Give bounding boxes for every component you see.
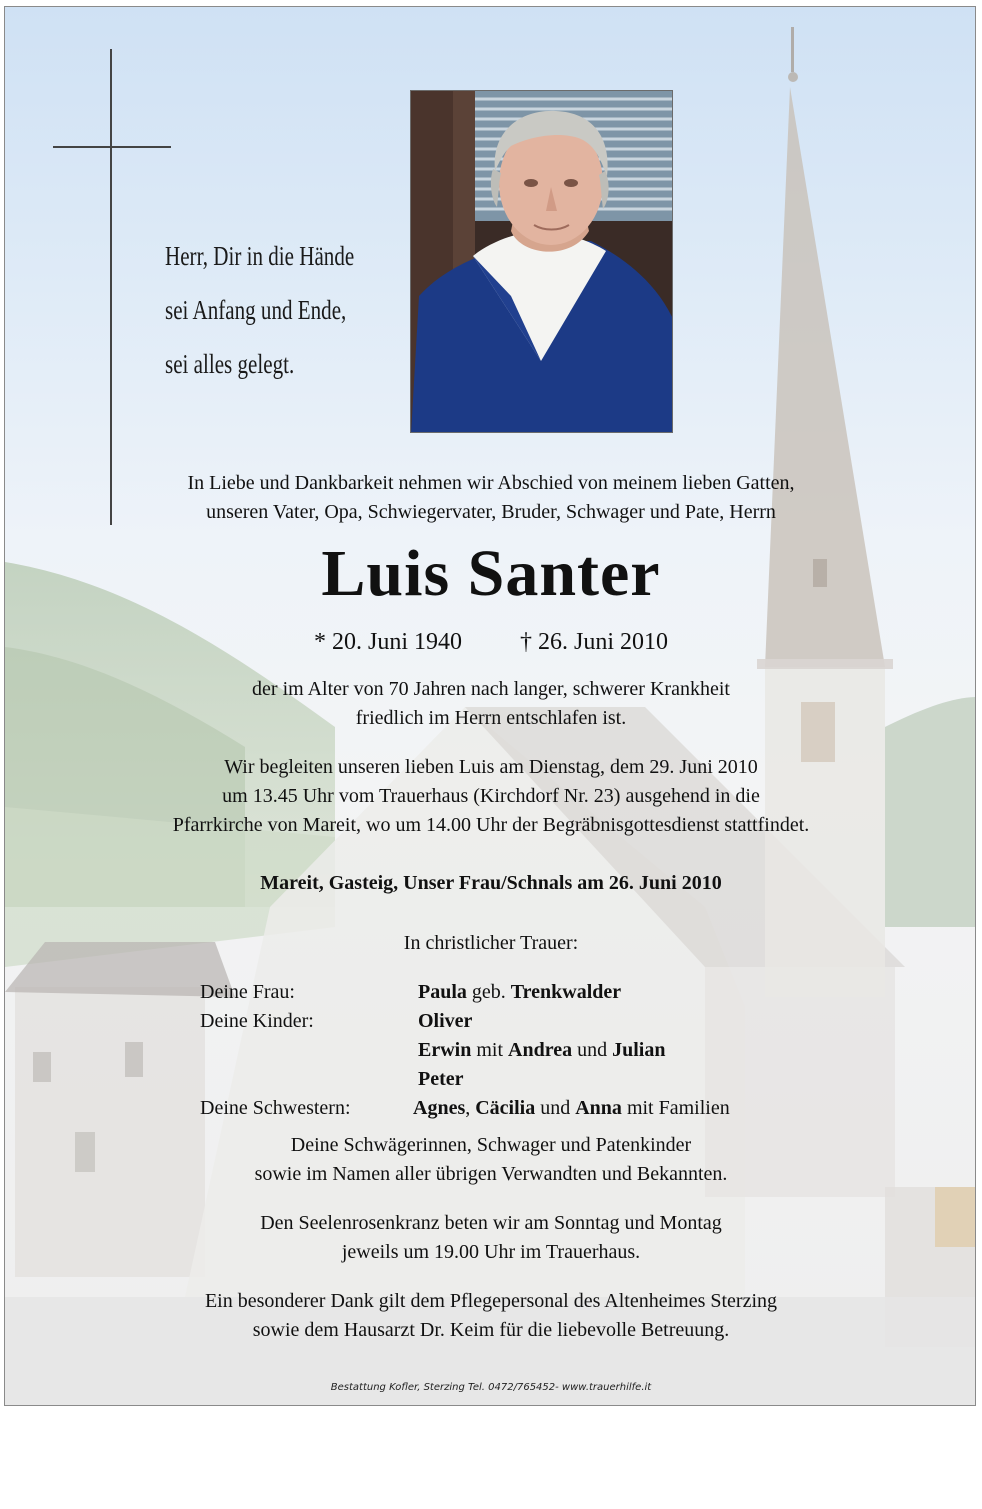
mourner-row-child2 <box>200 1036 900 1065</box>
child-1: Oliver <box>418 1010 473 1032</box>
wife-maiden-name: Trenkwalder <box>510 981 622 1003</box>
sister-1: Agnes <box>413 1097 466 1119</box>
child-2-partner: Andrea <box>508 1039 573 1061</box>
child-name <box>418 1007 472 1036</box>
wife-name <box>418 978 621 1007</box>
death-note <box>5 675 976 733</box>
mourner-row-children <box>200 1007 900 1036</box>
thanks-line: Ein besonderer Dank gilt dem Pflegepersonal des Altenheimes Sterzing <box>204 1290 778 1312</box>
sisters-names <box>413 1094 730 1123</box>
cross-icon <box>110 49 112 525</box>
wife-nee: geb. <box>471 981 506 1003</box>
sisters-suffix: mit Familien <box>626 1097 730 1119</box>
rosary-notice <box>5 1209 976 1267</box>
separator: , <box>465 1097 471 1119</box>
portrait-photo <box>410 90 673 433</box>
motto-line: Herr, Dir in die Hände <box>165 241 355 271</box>
life-dates <box>5 627 976 657</box>
child-2: Erwin <box>418 1039 472 1061</box>
child-name <box>418 1065 464 1094</box>
child-2-family <box>418 1036 665 1065</box>
mourner-row-sisters <box>200 1094 900 1123</box>
funeral-home-footer: Bestattung Kofler, Sterzing Tel. 0472/765452- www.trauerhilfe.it <box>330 1382 652 1393</box>
death-note-line: friedlich im Herrn entschlafen ist. <box>355 707 627 729</box>
intro-line: unseren Vater, Opa, Schwiegervater, Bruder, Schwager und Pate, Herrn <box>206 501 776 523</box>
relatives-line: sowie im Namen aller übrigen Verwandten und Bekannten. <box>254 1163 728 1185</box>
place-date: Mareit, Gasteig, Unser Frau/Schnals am 26. Juni 2010 <box>260 872 722 894</box>
birth-date: * 20. Juni 1940 <box>313 629 462 655</box>
child-2-with: mit <box>476 1039 504 1061</box>
children-label: Deine Kinder: <box>200 1010 314 1032</box>
child-3: Peter <box>418 1068 464 1090</box>
obituary-card <box>4 6 976 1406</box>
intro-line: In Liebe und Dankbarkeit nehmen wir Abschied von meinem lieben Gatten, <box>187 472 795 494</box>
motto-line: sei Anfang und Ende, <box>165 295 347 325</box>
funeral-line: Wir begleiten unseren lieben Luis am Dienstag, dem 29. Juni 2010 <box>224 756 758 778</box>
thanks-notice <box>5 1287 976 1345</box>
extended-family <box>5 1131 976 1189</box>
death-note-line: der im Alter von 70 Jahren nach langer, schwerer Krankheit <box>252 678 730 700</box>
mourner-row-wife <box>200 978 900 1007</box>
intro-text <box>5 469 976 527</box>
and-word: und <box>540 1097 571 1119</box>
rosary-line: Den Seelenrosenkranz beten wir am Sonntag und Montag <box>260 1212 722 1234</box>
rosary-line: jeweils um 19.00 Uhr im Trauerhaus. <box>341 1241 641 1263</box>
motto-verse <box>165 229 385 391</box>
funeral-details <box>5 753 976 840</box>
inlaws-line: Deine Schwägerinnen, Schwager und Patenkinder <box>290 1134 692 1156</box>
wife-label: Deine Frau: <box>200 981 295 1003</box>
wife-first-name: Paula <box>418 981 467 1003</box>
mourners-list <box>200 978 900 1123</box>
sisters-label: Deine Schwestern: <box>200 1097 351 1119</box>
funeral-line: Pfarrkirche von Mareit, wo um 14.00 Uhr der Begräbnisgottesdienst stattfindet. <box>172 814 810 836</box>
sister-3: Anna <box>575 1097 622 1119</box>
deceased-name: Luis Santer <box>321 537 661 610</box>
grandchild: Julian <box>612 1039 666 1061</box>
mourning-heading: In christlicher Trauer: <box>403 932 579 954</box>
thanks-line: sowie dem Hausarzt Dr. Keim für die liebevolle Betreuung. <box>252 1319 730 1341</box>
child-2-and: und <box>577 1039 608 1061</box>
death-date: † 26. Juni 2010 <box>520 629 669 655</box>
motto-line: sei alles gelegt. <box>165 349 295 379</box>
sister-2: Cäcilia <box>475 1097 536 1119</box>
funeral-line: um 13.45 Uhr vom Trauerhaus (Kirchdorf Nr. 23) ausgehend in die <box>222 785 760 807</box>
cross-bar <box>53 146 171 148</box>
mourner-row-child3 <box>200 1065 900 1094</box>
